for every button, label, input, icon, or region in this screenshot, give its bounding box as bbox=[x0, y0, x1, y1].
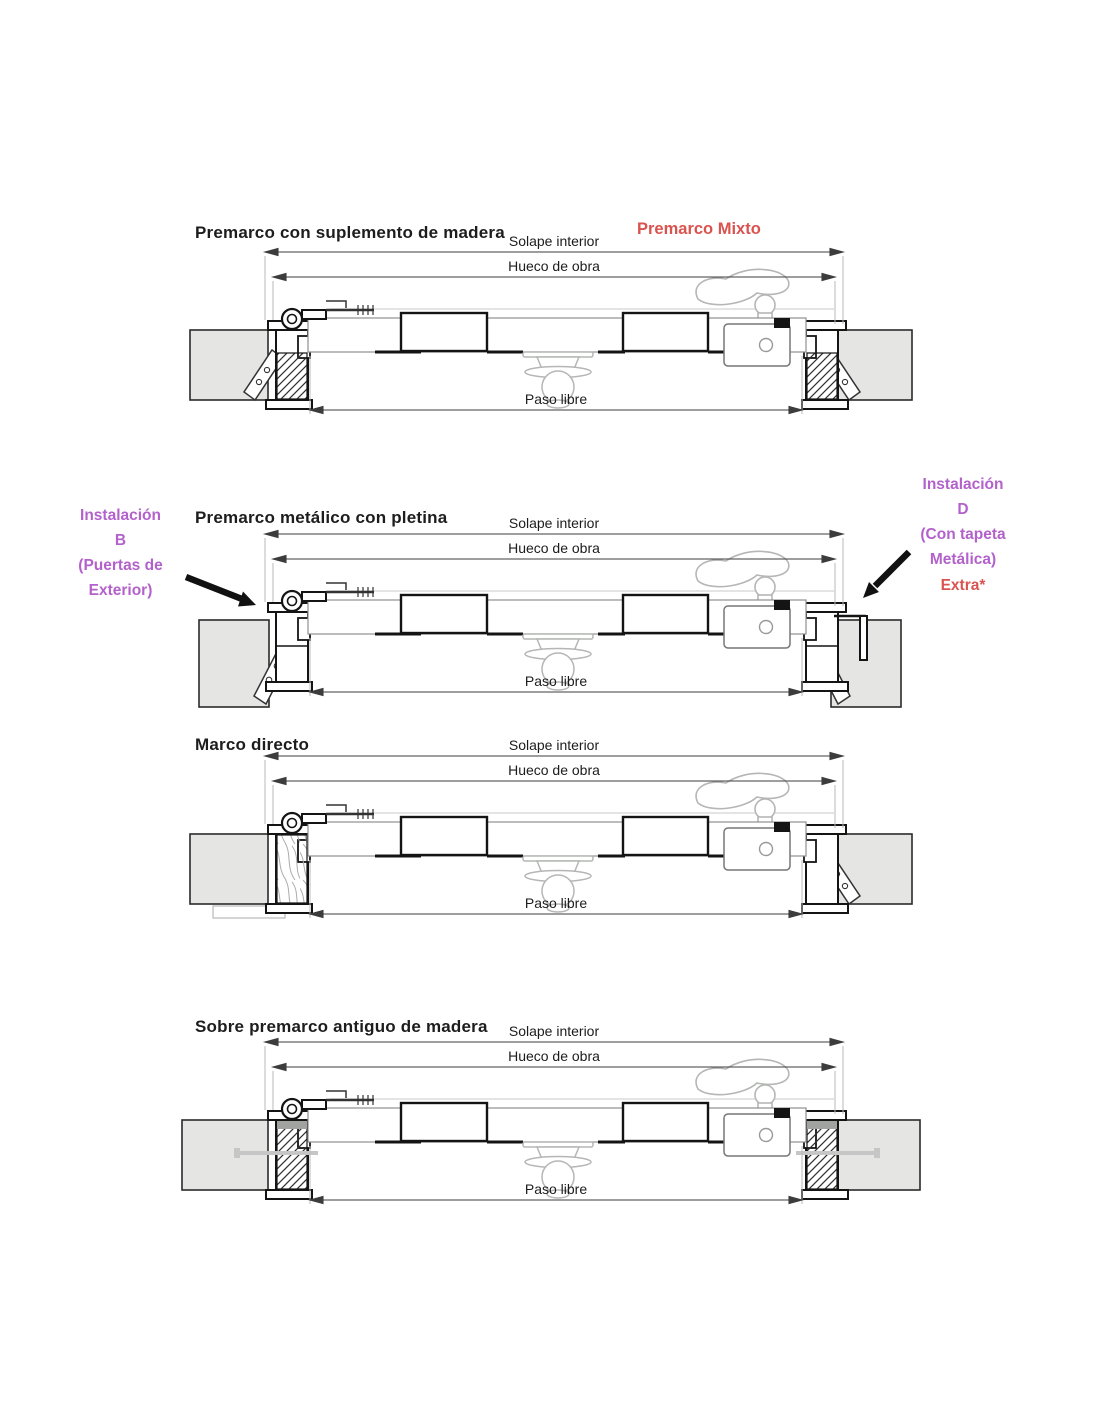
dim-label-solape: Solape interior bbox=[508, 737, 600, 753]
annotation-line: Instalación bbox=[80, 507, 161, 524]
wood-frame-left bbox=[277, 835, 307, 903]
door-assembly bbox=[282, 269, 834, 408]
section-title-4: Sobre premarco antiguo de madera bbox=[195, 1017, 488, 1037]
dim-label-hueco: Hueco de obra bbox=[508, 762, 600, 778]
dim-label-paso: Paso libre bbox=[524, 1181, 588, 1197]
section-3-drawing bbox=[120, 736, 980, 936]
door-assembly bbox=[282, 551, 834, 690]
annotation-line: Metálica) bbox=[929, 551, 997, 569]
annotation-line: (Puertas de bbox=[78, 557, 163, 575]
section-title-2: Premarco metálico con pletina bbox=[195, 508, 448, 528]
dim-label-solape: Solape interior bbox=[508, 515, 600, 531]
section-2-drawing bbox=[120, 514, 980, 719]
door-assembly bbox=[282, 1059, 834, 1198]
wood-supplement-right bbox=[807, 353, 837, 399]
dim-label-paso: Paso libre bbox=[524, 391, 588, 407]
dim-label-hueco: Hueco de obra bbox=[508, 1048, 600, 1064]
section-title-1: Premarco con suplemento de madera bbox=[195, 223, 505, 243]
section-4-drawing bbox=[120, 1022, 980, 1222]
dim-label-solape: Solape interior bbox=[508, 1023, 600, 1039]
annotation-line: (Con tapeta bbox=[920, 526, 1006, 544]
wall-left bbox=[190, 834, 268, 904]
dim-label-hueco: Hueco de obra bbox=[508, 258, 600, 274]
section-title-3: Marco directo bbox=[195, 735, 310, 755]
door-assembly bbox=[282, 773, 834, 912]
section-1-red-tag: Premarco Mixto bbox=[637, 220, 761, 238]
annotation-extra: Extra* bbox=[940, 577, 986, 595]
section-1-drawing bbox=[120, 232, 980, 432]
annotation-line: D bbox=[957, 501, 969, 519]
premarco-cap-left bbox=[277, 1121, 307, 1129]
dim-label-solape: Solape interior bbox=[508, 233, 600, 249]
annotation-line: B bbox=[114, 532, 127, 550]
tapeta-plate-side bbox=[860, 616, 867, 660]
annotation-line: Instalación bbox=[922, 476, 1004, 493]
dim-label-paso: Paso libre bbox=[524, 673, 588, 689]
premarco-cap-right bbox=[807, 1121, 837, 1129]
wood-supplement-left bbox=[277, 353, 307, 399]
annotation-line: Exterior) bbox=[88, 582, 153, 600]
dim-label-hueco: Hueco de obra bbox=[508, 540, 600, 556]
dim-label-paso: Paso libre bbox=[524, 895, 588, 911]
